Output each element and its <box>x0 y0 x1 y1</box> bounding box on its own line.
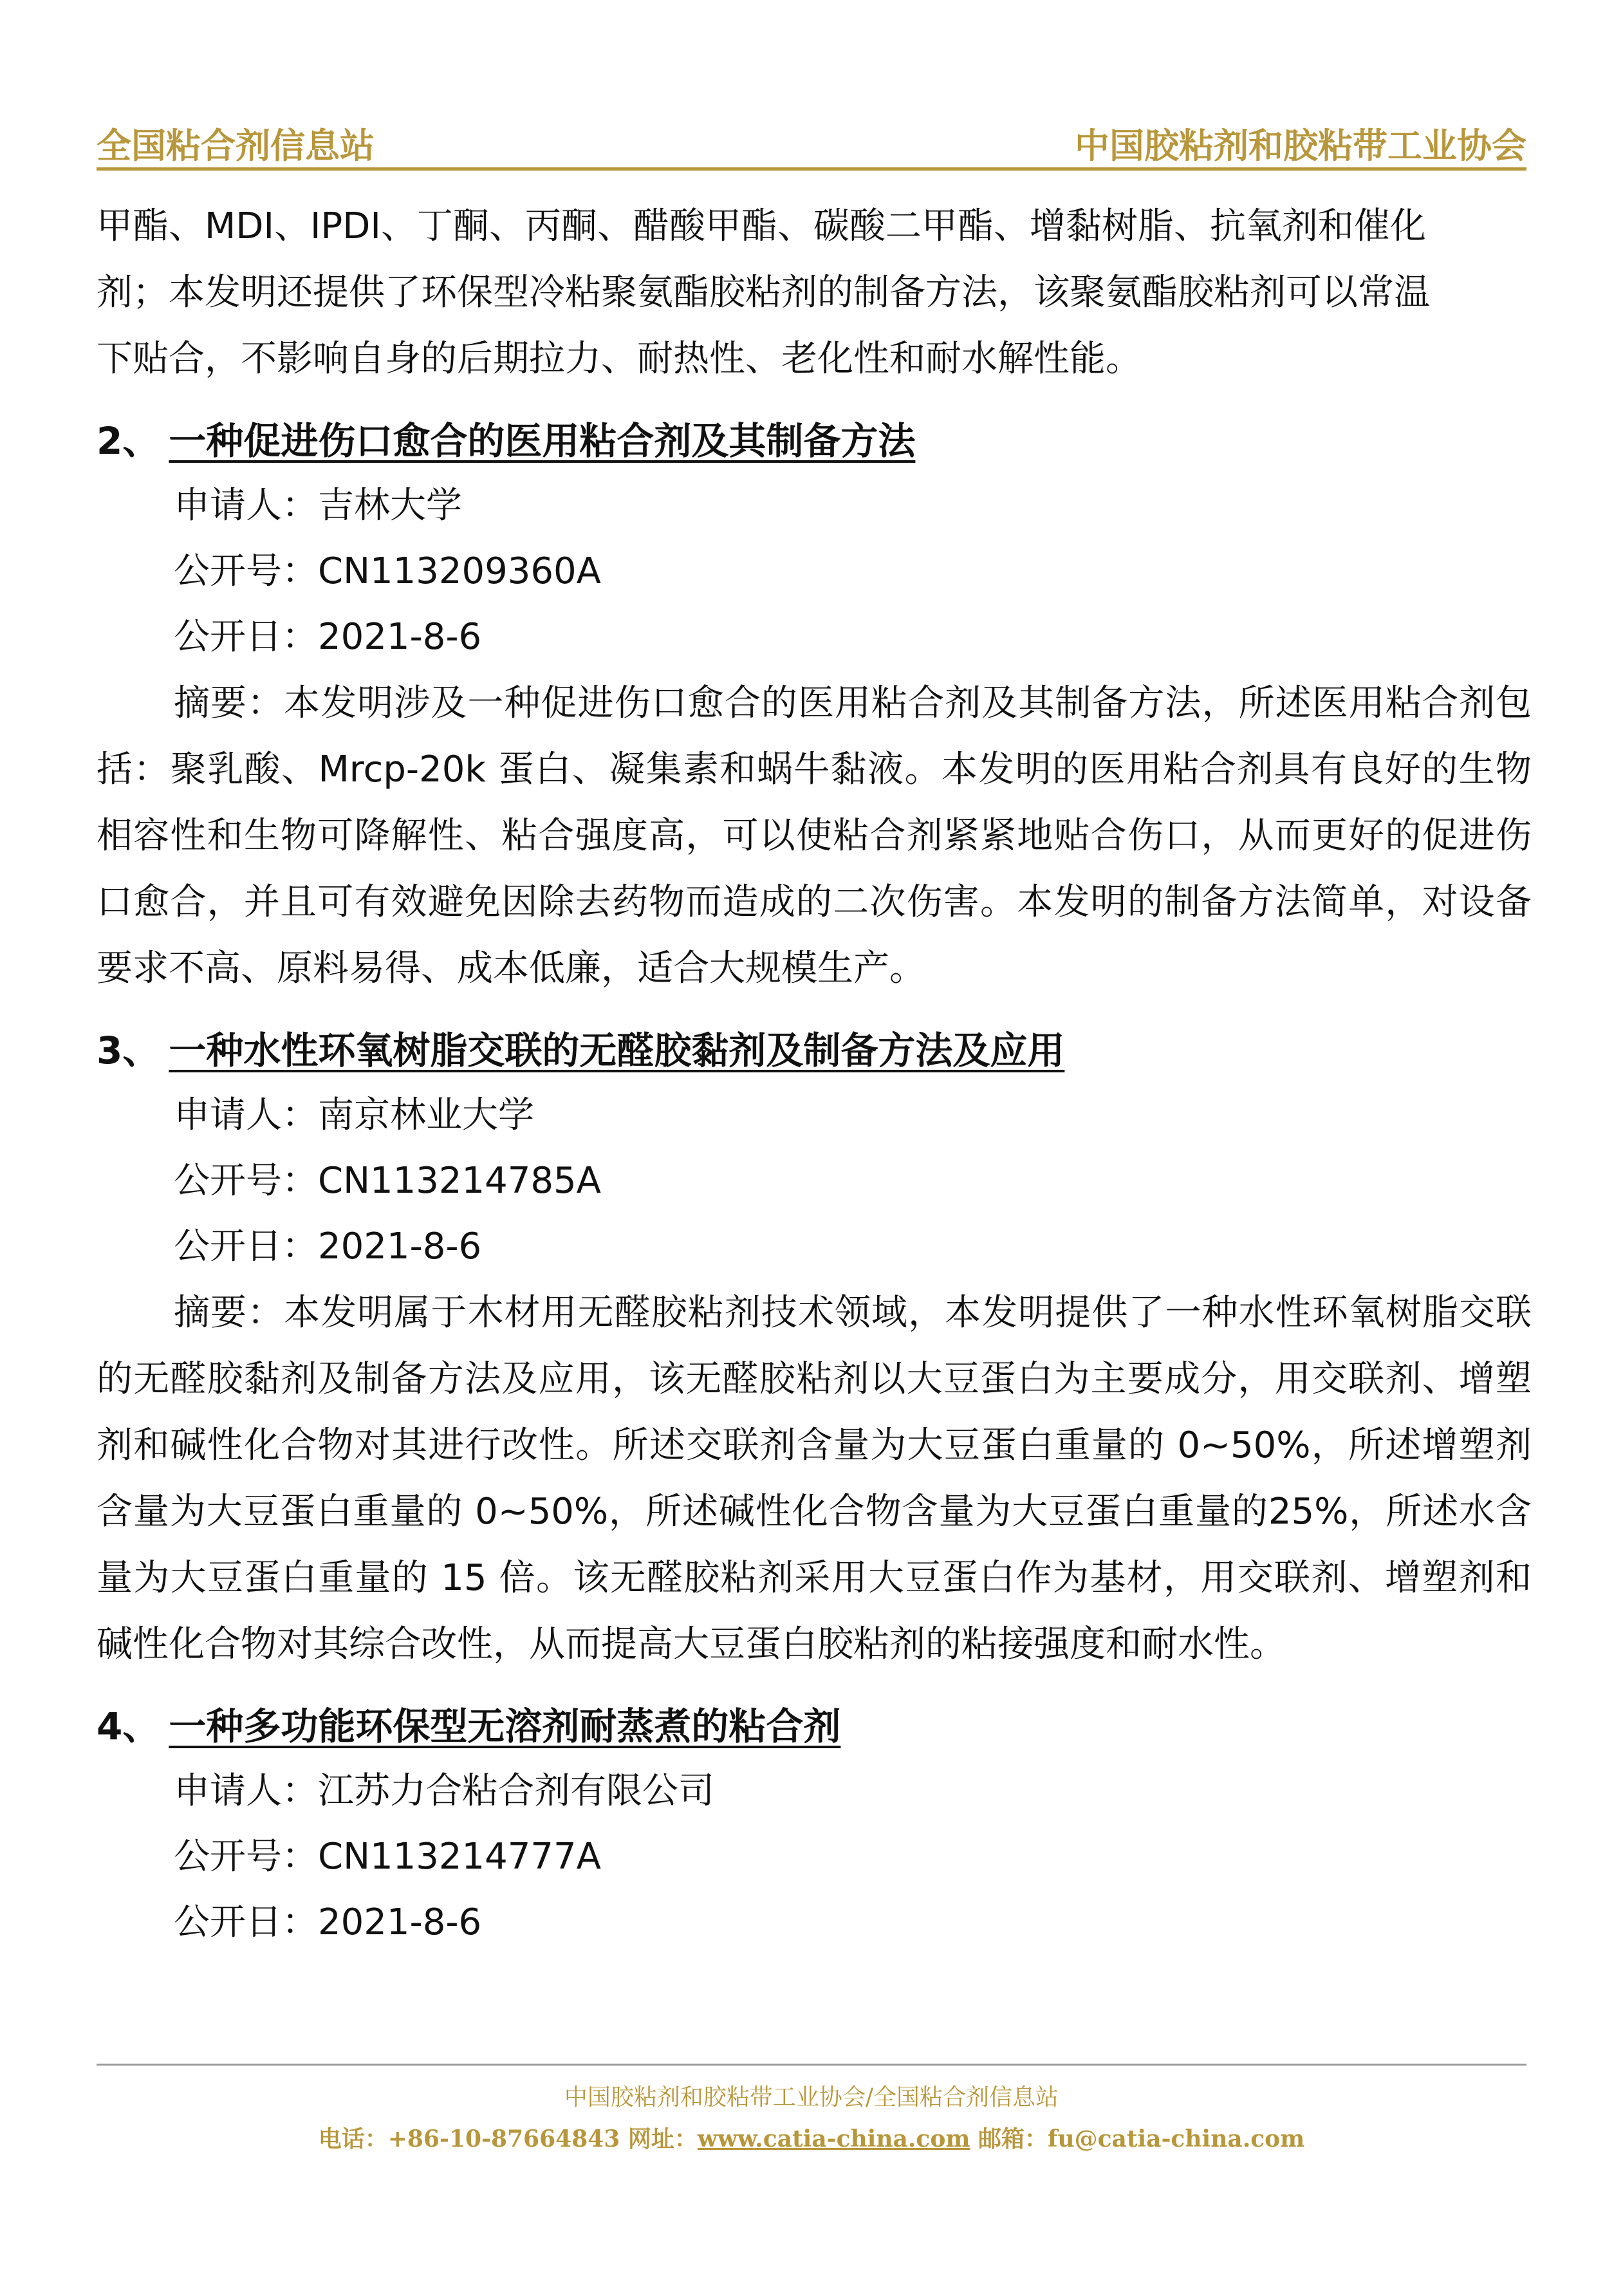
entry-pub-no: 公开号：CN113214777A <box>174 1836 601 1878</box>
entry-applicant: 申请人：南京林业大学 <box>174 1094 534 1136</box>
page-header <box>97 113 1526 171</box>
patent-entry-2 <box>97 409 1532 1002</box>
entry-pub-no: 公开号：CN113214785A <box>174 1160 601 1202</box>
entry-number: 3、 <box>97 1029 160 1072</box>
entry-applicant: 申请人：吉林大学 <box>174 485 462 527</box>
header-right-title: 中国胶粘剂和胶粘带工业协会 <box>1075 125 1526 166</box>
header-left-title: 全国粘合剂信息站 <box>97 125 375 166</box>
entry-title-text: 一种水性环氧树脂交联的无醛胶黏剂及制备方法及应用 <box>169 1029 1065 1072</box>
footer-contact <box>0 2121 1623 2154</box>
entry-abstract: 摘要：本发明涉及一种促进伤口愈合的医用粘合剂及其制备方法，所述医用粘合剂包括：聚乳酸、Mrcp-20k 蛋白、凝集素和蜗牛黏液。本发明的医用粘合剂具有良好的生物相容性和生物可降解性、粘合强度高，可以使粘合剂紧紧地贴合伤口，从而更好的促进伤口愈合，并且可有效避免因除去药物而造成的二次伤害。本发明的制备方法简单，对设备要求不高、原料易得、成本低廉，适合大规模生产。 <box>97 682 1532 989</box>
entry-title <box>97 409 1532 473</box>
intro-line: 下贴合，不影响自身的后期拉力、耐热性、老化性和耐水解性能。 <box>97 338 1142 380</box>
footer-email: 邮箱：fu@catia-china.com <box>970 2125 1305 2152</box>
entry-number: 2、 <box>97 419 160 463</box>
intro-line: 剂；本发明还提供了环保型冷粘聚氨酯胶粘剂的制备方法，该聚氨酯胶粘剂可以常温 <box>97 272 1430 313</box>
footer-phone: 电话：+86-10-87664843 网址： <box>318 2125 698 2152</box>
entry-title-text: 一种多功能环保型无溶剂耐蒸煮的粘合剂 <box>169 1704 841 1748</box>
intro-line: 甲酯、MDI、IPDI、丁酮、丙酮、醋酸甲酯、碳酸二甲酯、增黏树脂、抗氧剂和催化 <box>97 205 1426 247</box>
entry-pub-date: 公开日：2021-8-6 <box>174 1226 482 1267</box>
footer-website-link[interactable]: www.catia-china.com <box>697 2125 970 2152</box>
entry-pub-date: 公开日：2021-8-6 <box>174 616 482 658</box>
patent-entry-3 <box>97 1018 1532 1677</box>
patent-entry-4 <box>97 1694 1532 1955</box>
entry-applicant: 申请人：江苏力合粘合剂有限公司 <box>174 1770 714 1812</box>
footer-divider <box>97 2064 1526 2066</box>
entry-abstract: 摘要：本发明属于木材用无醛胶粘剂技术领域，本发明提供了一种水性环氧树脂交联的无醛胶黏剂及制备方法及应用，该无醛胶粘剂以大豆蛋白为主要成分，用交联剂、增塑剂和碱性化合物对其进行改性。所述交联剂含量为大豆蛋白重量的 0~50%，所述增塑剂含量为大豆蛋白重量的 0~50%，所述碱性化合物含量为大豆蛋白重量的25%，所述水含量为大豆蛋白重量的 15 倍。该无醛胶粘剂采用大豆蛋白作为基材，用交联剂、增塑剂和碱性化合物对其综合改性，从而提高大豆蛋白胶粘剂的粘接强度和耐水性。 <box>97 1292 1532 1665</box>
entry-pub-date: 公开日：2021-8-6 <box>174 1901 482 1943</box>
document-body <box>97 193 1532 1955</box>
entry-title-text: 一种促进伤口愈合的医用粘合剂及其制备方法 <box>169 419 916 463</box>
entry-number: 4、 <box>97 1704 160 1748</box>
entry-title <box>97 1018 1532 1083</box>
entry-pub-no: 公开号：CN113209360A <box>174 550 601 592</box>
entry-title <box>97 1694 1532 1759</box>
footer-organization: 中国胶粘剂和胶粘带工业协会/全国粘合剂信息站 <box>564 2084 1059 2111</box>
